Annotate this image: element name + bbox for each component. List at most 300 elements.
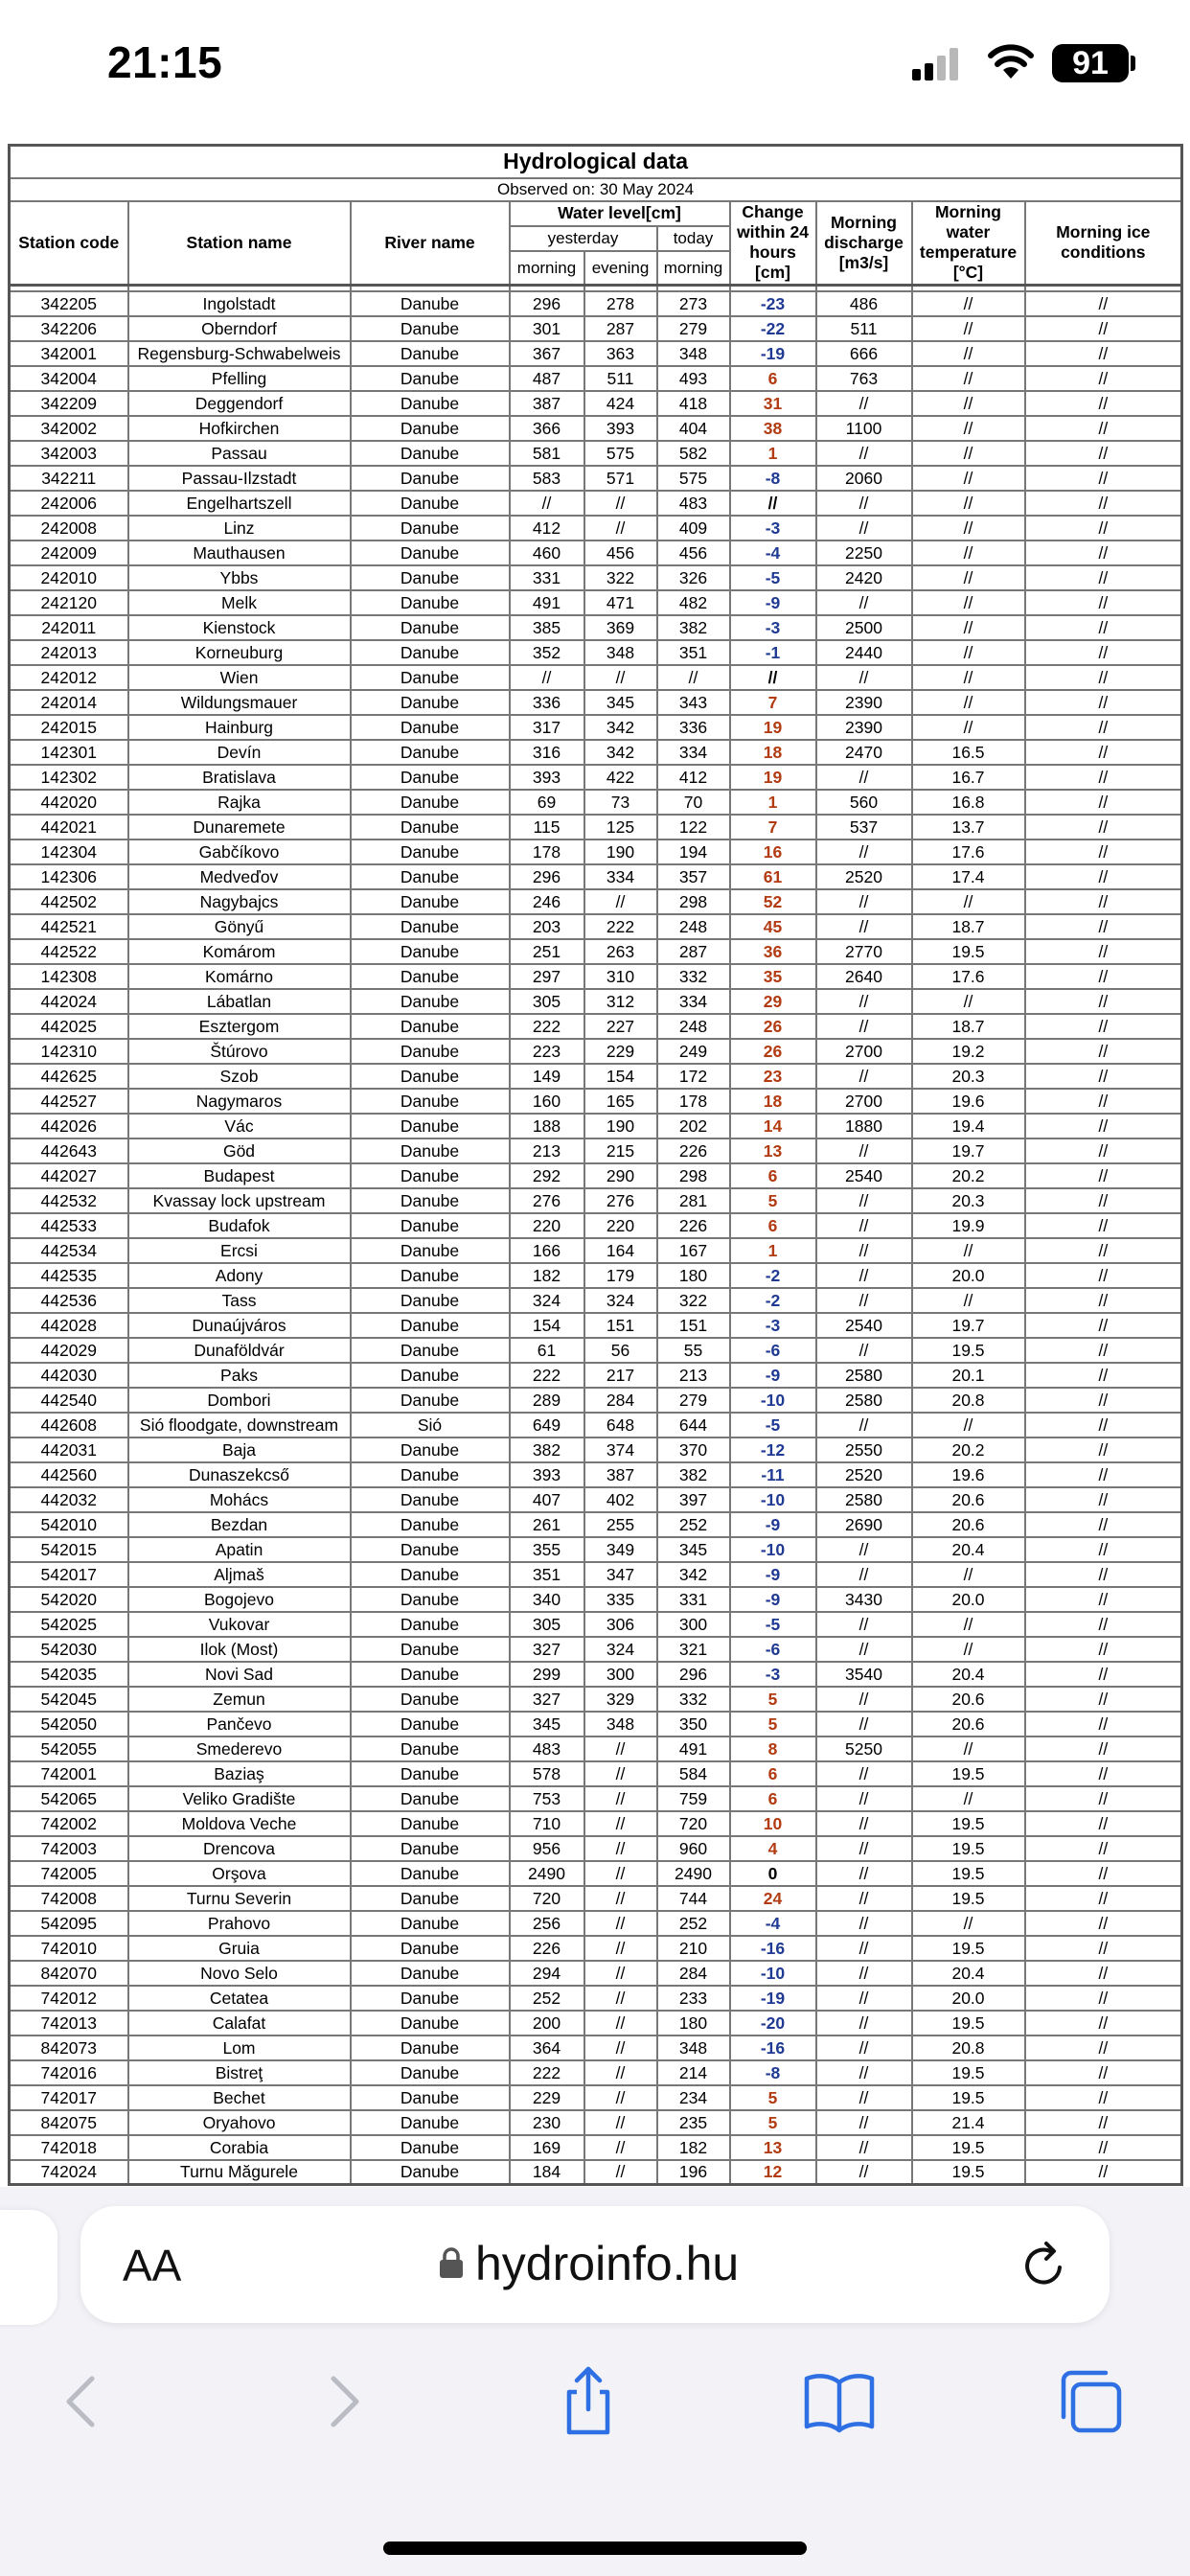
cell-station-name: Lom [128, 2036, 351, 2060]
cell-yesterday-evening: 227 [584, 1014, 657, 1039]
table-row [10, 441, 1182, 466]
cell-discharge: // [816, 2011, 912, 2036]
cell-change: 5 [730, 1188, 816, 1213]
cell-river-name: Danube [351, 1163, 510, 1188]
cell-ice: // [1025, 765, 1182, 790]
table-row [10, 615, 1182, 640]
cell-temperature: 20.4 [912, 1662, 1025, 1687]
cell-ice: // [1025, 989, 1182, 1014]
cell-station-name: Rajka [128, 790, 351, 815]
cell-yesterday-morning: 289 [510, 1388, 584, 1413]
cell-station-code: 742005 [10, 1861, 128, 1886]
browser-toolbar-area [0, 2187, 1190, 2576]
cell-temperature: // [912, 1612, 1025, 1637]
cell-discharge: // [816, 441, 912, 466]
cell-yesterday-evening: 310 [584, 964, 657, 989]
cell-discharge: 5250 [816, 1736, 912, 1761]
cell-station-name: Vukovar [128, 1612, 351, 1637]
cell-river-name: Danube [351, 889, 510, 914]
cell-yesterday-morning: 387 [510, 391, 584, 416]
cell-station-code: 742010 [10, 1936, 128, 1961]
cell-river-name: Danube [351, 2085, 510, 2110]
cell-station-name: Baja [128, 1438, 351, 1462]
cell-yesterday-morning: 182 [510, 1263, 584, 1288]
cell-change: -2 [730, 1263, 816, 1288]
cell-yesterday-morning: 251 [510, 939, 584, 964]
cell-today-morning: 178 [657, 1089, 730, 1114]
cell-today-morning: 210 [657, 1936, 730, 1961]
cell-discharge: 2700 [816, 1039, 912, 1064]
cell-station-code: 442535 [10, 1263, 128, 1288]
cell-yesterday-evening: 424 [584, 391, 657, 416]
cell-change: 7 [730, 690, 816, 715]
table-row [10, 1587, 1182, 1612]
cell-today-morning: 370 [657, 1438, 730, 1462]
cell-station-name: Dombori [128, 1388, 351, 1413]
battery-tip [1131, 56, 1135, 71]
cell-today-morning: 180 [657, 1263, 730, 1288]
cell-station-name: Nagymaros [128, 1089, 351, 1114]
cell-station-code: 442534 [10, 1238, 128, 1263]
cell-yesterday-morning: 412 [510, 516, 584, 540]
cell-yesterday-evening: // [584, 1911, 657, 1936]
cell-change: -10 [730, 1537, 816, 1562]
cell-yesterday-evening: 217 [584, 1363, 657, 1388]
cell-change: 16 [730, 840, 816, 864]
observed-date: Observed on: 30 May 2024 [10, 178, 1182, 201]
cell-station-name: Novo Selo [128, 1961, 351, 1986]
cell-today-morning: // [657, 665, 730, 690]
cell-yesterday-evening: 276 [584, 1188, 657, 1213]
cell-river-name: Danube [351, 1836, 510, 1861]
cell-yesterday-morning: 352 [510, 640, 584, 665]
cell-river-name: Danube [351, 1761, 510, 1786]
cell-temperature: 20.0 [912, 1263, 1025, 1288]
cell-station-name: Novi Sad [128, 1662, 351, 1687]
cell-change: -10 [730, 1487, 816, 1512]
cell-yesterday-evening: 287 [584, 316, 657, 341]
cell-station-code: 742012 [10, 1986, 128, 2011]
status-bar [0, 0, 1190, 134]
cell-temperature: 19.9 [912, 1213, 1025, 1238]
cell-discharge: // [816, 765, 912, 790]
cell-river-name: Danube [351, 1961, 510, 1986]
cell-ice: // [1025, 665, 1182, 690]
cell-temperature: 19.5 [912, 2011, 1025, 2036]
table-row [10, 1562, 1182, 1587]
cell-yesterday-evening: 393 [584, 416, 657, 441]
cell-temperature: 20.3 [912, 1188, 1025, 1213]
cell-yesterday-evening: 348 [584, 640, 657, 665]
cell-temperature: // [912, 491, 1025, 516]
cell-today-morning: 226 [657, 1138, 730, 1163]
bottom-toolbar [0, 2350, 1190, 2455]
table-row [10, 815, 1182, 840]
cell-discharge: // [816, 2036, 912, 2060]
table-row [10, 491, 1182, 516]
table-row [10, 1487, 1182, 1512]
cell-station-name: Tass [128, 1288, 351, 1313]
table-row [10, 291, 1182, 316]
cell-yesterday-morning: 246 [510, 889, 584, 914]
cell-ice: // [1025, 1388, 1182, 1413]
table-row [10, 1438, 1182, 1462]
cell-station-code: 542045 [10, 1687, 128, 1712]
cell-temperature: // [912, 1736, 1025, 1761]
cell-station-code: 342211 [10, 466, 128, 491]
cell-river-name: Danube [351, 316, 510, 341]
cell-station-name: Moldova Veche [128, 1811, 351, 1836]
cell-river-name: Danube [351, 2060, 510, 2085]
cellular-signal-icon [912, 48, 960, 80]
cell-discharge: // [816, 1786, 912, 1811]
table-row [10, 2011, 1182, 2036]
cell-temperature: // [912, 1562, 1025, 1587]
cell-yesterday-evening: 284 [584, 1388, 657, 1413]
cell-station-name: Oryahovo [128, 2110, 351, 2135]
cell-change: -6 [730, 1338, 816, 1363]
cell-change: 1 [730, 1238, 816, 1263]
cell-ice: // [1025, 1288, 1182, 1313]
cell-ice: // [1025, 1114, 1182, 1138]
table-row [10, 1014, 1182, 1039]
cell-today-morning: 351 [657, 640, 730, 665]
table-row [10, 1637, 1182, 1662]
cell-temperature: // [912, 291, 1025, 316]
cell-station-code: 742003 [10, 1836, 128, 1861]
cell-yesterday-evening: 222 [584, 914, 657, 939]
cell-yesterday-evening: 324 [584, 1288, 657, 1313]
cell-temperature: // [912, 316, 1025, 341]
previous-tab-preview[interactable] [0, 2210, 57, 2325]
cell-yesterday-evening: 190 [584, 1114, 657, 1138]
table-row [10, 1836, 1182, 1861]
cell-station-name: Nagybajcs [128, 889, 351, 914]
cell-discharge: 2420 [816, 565, 912, 590]
cell-station-code: 442532 [10, 1188, 128, 1213]
cell-yesterday-evening: 215 [584, 1138, 657, 1163]
cell-discharge: 2540 [816, 1313, 912, 1338]
cell-change: 13 [730, 1138, 816, 1163]
cell-ice: // [1025, 640, 1182, 665]
table-row [10, 1089, 1182, 1114]
cell-yesterday-evening: 300 [584, 1662, 657, 1687]
cell-yesterday-morning: 203 [510, 914, 584, 939]
table-row [10, 1512, 1182, 1537]
cell-ice: // [1025, 2110, 1182, 2135]
cell-yesterday-evening: 342 [584, 715, 657, 740]
cell-change: 23 [730, 1064, 816, 1089]
cell-discharge: // [816, 1961, 912, 1986]
cell-change: // [730, 665, 816, 690]
cell-today-morning: 202 [657, 1114, 730, 1138]
cell-ice: // [1025, 366, 1182, 391]
cell-station-name: Göd [128, 1138, 351, 1163]
cell-station-code: 242006 [10, 491, 128, 516]
cell-change: 19 [730, 765, 816, 790]
cell-ice: // [1025, 341, 1182, 366]
url-text[interactable]: hydroinfo.hu [475, 2237, 740, 2290]
cell-ice: // [1025, 790, 1182, 815]
cell-station-name: Regensburg-Schwabelweis [128, 341, 351, 366]
cell-yesterday-evening: 571 [584, 466, 657, 491]
cell-yesterday-morning: 296 [510, 291, 584, 316]
col-water-level: Water level[cm] [510, 201, 730, 226]
cell-temperature: // [912, 615, 1025, 640]
cell-discharge: // [816, 1811, 912, 1836]
cell-station-name: Passau [128, 441, 351, 466]
cell-ice: // [1025, 1089, 1182, 1114]
reader-aa-button[interactable] [123, 2237, 190, 2294]
cell-discharge: // [816, 1936, 912, 1961]
cell-today-morning: 233 [657, 1986, 730, 2011]
cell-discharge: 3540 [816, 1662, 912, 1687]
cell-change: -23 [730, 291, 816, 316]
cell-today-morning: 55 [657, 1338, 730, 1363]
cell-temperature: 19.5 [912, 1338, 1025, 1363]
cell-temperature: 19.5 [912, 1836, 1025, 1861]
cell-today-morning: 235 [657, 2110, 730, 2135]
cell-station-code: 542065 [10, 1786, 128, 1811]
cell-yesterday-morning: 220 [510, 1213, 584, 1238]
cell-station-code: 442527 [10, 1089, 128, 1114]
cell-temperature: // [912, 889, 1025, 914]
table-row [10, 1413, 1182, 1438]
cell-station-code: 442540 [10, 1388, 128, 1413]
cell-temperature: 19.5 [912, 1761, 1025, 1786]
col-today: today [657, 226, 730, 251]
cell-yesterday-morning: 583 [510, 466, 584, 491]
cell-station-code: 342001 [10, 341, 128, 366]
cell-today-morning: 343 [657, 690, 730, 715]
table-row [10, 1238, 1182, 1263]
tabs-icon[interactable] [1052, 2363, 1129, 2440]
cell-yesterday-morning: 226 [510, 1936, 584, 1961]
cell-today-morning: 226 [657, 1213, 730, 1238]
cell-ice: // [1025, 2036, 1182, 2060]
cell-river-name: Danube [351, 1438, 510, 1462]
cell-river-name: Danube [351, 2011, 510, 2036]
cell-station-name: Komárno [128, 964, 351, 989]
cell-today-morning: 334 [657, 740, 730, 765]
cell-change: 18 [730, 740, 816, 765]
cell-yesterday-evening: 73 [584, 790, 657, 815]
cell-ice: // [1025, 2011, 1182, 2036]
cell-station-code: 542035 [10, 1662, 128, 1687]
cell-ice: // [1025, 1936, 1182, 1961]
cell-ice: // [1025, 1911, 1182, 1936]
cell-station-code: 442028 [10, 1313, 128, 1338]
cell-station-code: 142310 [10, 1039, 128, 1064]
cell-yesterday-evening: 151 [584, 1313, 657, 1338]
col-ice: Morning ice conditions [1025, 201, 1182, 286]
cell-change: -19 [730, 1986, 816, 2011]
cell-change: 61 [730, 864, 816, 889]
cell-yesterday-morning: 149 [510, 1064, 584, 1089]
cell-river-name: Danube [351, 615, 510, 640]
cell-station-name: Gabčíkovo [128, 840, 351, 864]
cell-yesterday-evening: // [584, 1761, 657, 1786]
cell-change: -22 [730, 316, 816, 341]
cell-river-name: Danube [351, 491, 510, 516]
cell-river-name: Sió [351, 1413, 510, 1438]
cell-station-name: Zemun [128, 1687, 351, 1712]
cell-station-name: Linz [128, 516, 351, 540]
table-row [10, 790, 1182, 815]
cell-discharge: 2550 [816, 1438, 912, 1462]
cell-station-name: Medveďov [128, 864, 351, 889]
cell-temperature: 20.6 [912, 1512, 1025, 1537]
cell-station-code: 542050 [10, 1712, 128, 1736]
cell-station-name: Ybbs [128, 565, 351, 590]
cell-station-code: 742016 [10, 2060, 128, 2085]
cell-yesterday-evening: 220 [584, 1213, 657, 1238]
table-row [10, 740, 1182, 765]
table-row [10, 889, 1182, 914]
cell-change: 5 [730, 2085, 816, 2110]
cell-yesterday-morning: 340 [510, 1587, 584, 1612]
cell-station-code: 442521 [10, 914, 128, 939]
cell-today-morning: 284 [657, 1961, 730, 1986]
share-icon[interactable] [550, 2363, 627, 2440]
cell-ice: // [1025, 1761, 1182, 1786]
battery-indicator: 91 [1052, 44, 1129, 82]
cell-station-code: 442027 [10, 1163, 128, 1188]
cell-river-name: Danube [351, 2036, 510, 2060]
cell-today-morning: 167 [657, 1238, 730, 1263]
cell-temperature: // [912, 366, 1025, 391]
cell-today-morning: 483 [657, 491, 730, 516]
cell-temperature: 20.2 [912, 1438, 1025, 1462]
cell-ice: // [1025, 1736, 1182, 1761]
cell-river-name: Danube [351, 1687, 510, 1712]
cell-ice: // [1025, 2160, 1182, 2185]
cell-station-name: Bistreţ [128, 2060, 351, 2085]
cell-yesterday-evening: 255 [584, 1512, 657, 1537]
cell-river-name: Danube [351, 516, 510, 540]
cell-station-name: Bechet [128, 2085, 351, 2110]
cell-temperature: // [912, 1786, 1025, 1811]
cell-yesterday-evening: // [584, 516, 657, 540]
cell-change: -3 [730, 615, 816, 640]
cell-ice: // [1025, 1637, 1182, 1662]
web-page [0, 134, 1190, 2187]
cell-yesterday-evening: // [584, 1836, 657, 1861]
chevron-right-icon[interactable] [303, 2363, 379, 2440]
cell-temperature: 19.5 [912, 2160, 1025, 2185]
cell-river-name: Danube [351, 366, 510, 391]
cell-temperature: // [912, 565, 1025, 590]
cell-discharge: // [816, 1188, 912, 1213]
cell-yesterday-evening: 329 [584, 1687, 657, 1712]
cell-station-name: Dunaszekcső [128, 1462, 351, 1487]
cell-station-code: 142304 [10, 840, 128, 864]
cell-yesterday-morning: 336 [510, 690, 584, 715]
chevron-left-icon[interactable] [46, 2363, 123, 2440]
cell-ice: // [1025, 1462, 1182, 1487]
cell-station-code: 442031 [10, 1438, 128, 1462]
status-time: 21:15 [107, 37, 223, 87]
cell-station-code: 542020 [10, 1587, 128, 1612]
cell-discharge: // [816, 840, 912, 864]
cell-temperature: 13.7 [912, 815, 1025, 840]
cell-station-name: Komárom [128, 939, 351, 964]
cell-discharge: // [816, 1687, 912, 1712]
cell-change: 6 [730, 1761, 816, 1786]
cell-yesterday-morning: 301 [510, 316, 584, 341]
cell-temperature: 19.7 [912, 1313, 1025, 1338]
cell-station-code: 342004 [10, 366, 128, 391]
cell-station-code: 442608 [10, 1413, 128, 1438]
cell-today-morning: 298 [657, 1163, 730, 1188]
cell-change: -20 [730, 2011, 816, 2036]
cell-today-morning: 300 [657, 1612, 730, 1637]
cell-today-morning: 273 [657, 291, 730, 316]
cell-station-name: Dunaremete [128, 815, 351, 840]
cell-ice: // [1025, 1512, 1182, 1537]
book-icon[interactable] [801, 2363, 878, 2440]
cell-station-name: Vác [128, 1114, 351, 1138]
table-row [10, 590, 1182, 615]
cell-station-code: 542025 [10, 1612, 128, 1637]
cell-discharge: 537 [816, 815, 912, 840]
cell-discharge: // [816, 2110, 912, 2135]
cell-station-name: Gönyű [128, 914, 351, 939]
cell-discharge: 2520 [816, 864, 912, 889]
reload-icon[interactable] [1018, 2239, 1071, 2292]
cell-today-morning: 336 [657, 715, 730, 740]
cell-yesterday-morning: 305 [510, 1612, 584, 1637]
cell-discharge: // [816, 1413, 912, 1438]
cell-yesterday-morning: 487 [510, 366, 584, 391]
cell-change: -1 [730, 640, 816, 665]
table-row [10, 2085, 1182, 2110]
cell-temperature: 20.4 [912, 1537, 1025, 1562]
cell-river-name: Danube [351, 1911, 510, 1936]
cell-discharge: 2580 [816, 1388, 912, 1413]
cell-discharge: // [816, 2135, 912, 2160]
table-row [10, 1662, 1182, 1687]
cell-station-name: Calafat [128, 2011, 351, 2036]
cell-today-morning: 960 [657, 1836, 730, 1861]
cell-station-name: Devín [128, 740, 351, 765]
cell-today-morning: 298 [657, 889, 730, 914]
table-row [10, 1687, 1182, 1712]
cell-discharge: // [816, 2160, 912, 2185]
cell-station-code: 742002 [10, 1811, 128, 1836]
cell-station-code: 442522 [10, 939, 128, 964]
cell-discharge: 560 [816, 790, 912, 815]
cell-today-morning: 491 [657, 1736, 730, 1761]
cell-today-morning: 122 [657, 815, 730, 840]
cell-change: 24 [730, 1886, 816, 1911]
table-row [10, 640, 1182, 665]
cell-temperature: 20.6 [912, 1712, 1025, 1736]
cell-station-code: 442625 [10, 1064, 128, 1089]
address-bar[interactable] [80, 2206, 1110, 2323]
cell-discharge: 2390 [816, 715, 912, 740]
cell-river-name: Danube [351, 1288, 510, 1313]
cell-river-name: Danube [351, 1886, 510, 1911]
cell-yesterday-morning: 154 [510, 1313, 584, 1338]
cell-discharge: // [816, 516, 912, 540]
cell-discharge: // [816, 1014, 912, 1039]
cell-station-name: Gruia [128, 1936, 351, 1961]
cell-station-name: Ingolstadt [128, 291, 351, 316]
cell-temperature: 19.5 [912, 1886, 1025, 1911]
table-row [10, 1961, 1182, 1986]
cell-temperature: 20.8 [912, 2036, 1025, 2060]
